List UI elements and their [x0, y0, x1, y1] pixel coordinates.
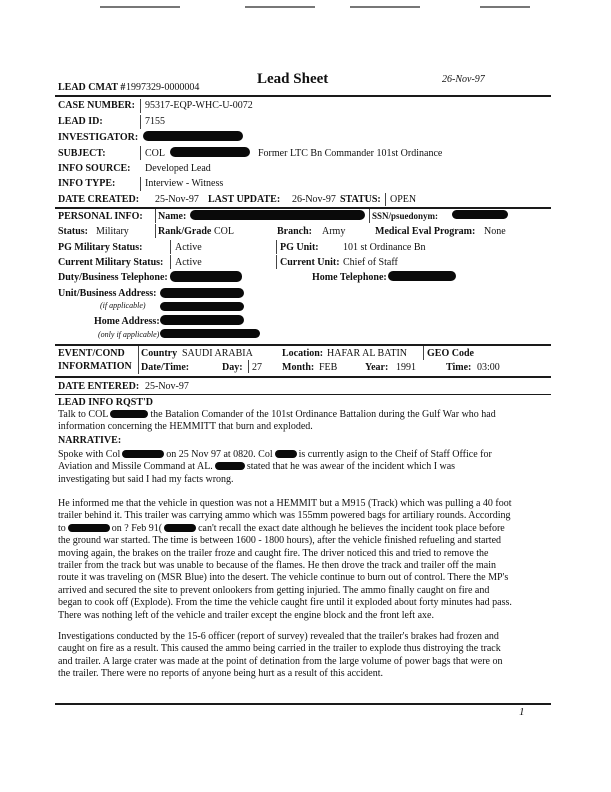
branch-value: Army [322, 226, 346, 237]
scan-artifact-line [350, 6, 420, 8]
redaction-bar [164, 524, 196, 532]
redaction-bar [110, 410, 148, 418]
redaction-bar [215, 462, 245, 470]
event-label-2: INFORMATION [58, 361, 132, 372]
narrative-paragraph-3: Investigations conducted by the 15-6 officer (report of survey) revealed that the trailer's brakes had frozen and caught on fire as a result. This caused the ammo being carried in the trailer to explode thus distroying the track and trailer. A large crater was made at the point of detination from the large volume of power bags that were on the trailer. There were no reports of anyone being hurt as a result of this accident. [58, 631, 503, 680]
home-address-label: Home Address: [94, 316, 160, 327]
subject-prefix: COL [145, 148, 165, 159]
geo-code-label: GEO Code [427, 348, 474, 359]
divider [55, 394, 551, 395]
country-label: Country [141, 348, 178, 359]
field-separator [276, 255, 277, 269]
redaction-bar [170, 271, 242, 282]
status-value: OPEN [390, 194, 417, 205]
redaction-bar [143, 131, 243, 141]
pg-status-value: Active [175, 242, 202, 253]
pg-unit-label: PG Unit: [280, 242, 319, 253]
scan-artifact-line [100, 6, 180, 8]
field-separator [155, 224, 156, 238]
field-separator [140, 99, 141, 113]
redaction-bar [275, 450, 297, 458]
field-separator [170, 240, 171, 254]
month-value: FEB [319, 362, 338, 373]
date-entered-label: DATE ENTERED: [58, 381, 140, 392]
home-phone-label: Home Telephone: [312, 272, 387, 283]
month-label: Month: [282, 362, 315, 373]
case-number-label: CASE NUMBER: [58, 100, 135, 111]
case-number-value: 95317-EQP-WHC-U-0072 [145, 100, 253, 111]
field-separator [138, 346, 139, 374]
pg-unit-value: 101 st Ordinance Bn [343, 242, 426, 253]
personal-status-label: Status: [58, 226, 89, 237]
redaction-bar [160, 329, 260, 338]
redaction-bar [160, 288, 244, 298]
header-date: 26-Nov-97 [442, 74, 485, 85]
footer-divider [55, 703, 551, 705]
field-separator [385, 193, 386, 206]
info-source-label: INFO SOURCE: [58, 163, 131, 174]
field-separator [140, 146, 141, 160]
branch-label: Branch: [277, 226, 312, 237]
page-number: 1 [519, 706, 525, 718]
field-separator [140, 177, 141, 191]
datetime-label: Date/Time: [141, 362, 190, 373]
time-value: 03:00 [477, 362, 500, 373]
year-value: 1991 [396, 362, 416, 373]
field-separator [140, 115, 141, 129]
name-label: Name: [158, 211, 187, 222]
medical-eval-label: Medical Eval Program: [375, 226, 476, 237]
divider [55, 207, 551, 209]
if-applicable-note: (if applicable) [100, 301, 146, 310]
medical-eval-value: None [484, 226, 506, 237]
info-type-value: Interview - Witness [145, 178, 224, 189]
field-separator [170, 255, 171, 269]
field-separator [276, 240, 277, 254]
field-separator [369, 209, 370, 223]
redaction-bar [452, 210, 508, 219]
time-label: Time: [446, 362, 472, 373]
current-unit-label: Current Unit: [280, 257, 340, 268]
divider [55, 344, 551, 346]
pg-status-label: PG Military Status: [58, 242, 143, 253]
date-created-label: DATE CREATED: [58, 194, 140, 205]
subject-label: SUBJECT: [58, 148, 106, 159]
unit-address-label: Unit/Business Address: [58, 288, 157, 299]
redaction-bar [68, 524, 110, 532]
lead-cmat-label: LEAD CMAT # [58, 82, 126, 93]
last-update-label: LAST UPDATE: [208, 194, 281, 205]
narrative-paragraph-1: Spoke with Col on 25 Nov 97 at 0820. Col is currently asign to the Cheif of Staff Office for Aviation and Missile Command at AL. stated that he was awear of the incident which I was investigating but said I had my facts wrong. [58, 449, 492, 485]
redaction-bar [388, 271, 456, 281]
event-label-1: EVENT/COND [58, 348, 125, 359]
divider [55, 95, 551, 97]
field-separator [423, 346, 424, 360]
current-status-value: Active [175, 257, 202, 268]
personal-info-label: PERSONAL INFO: [58, 211, 143, 222]
info-type-label: INFO TYPE: [58, 178, 116, 189]
lead-info-label: LEAD INFO RQST'D [58, 397, 154, 408]
page-title: Lead Sheet [257, 71, 329, 87]
personal-status-value: Military [96, 226, 129, 237]
year-label: Year: [365, 362, 389, 373]
scan-artifact-line [245, 6, 315, 8]
day-value: 27 [252, 362, 262, 373]
location-value: HAFAR AL BATIN [327, 348, 408, 359]
lead-info-text: Talk to COL the Batalion Comander of the 101st Ordinance Battalion during the Gulf War who had information concerning the HEMMITT that burn and exploded. [58, 409, 496, 433]
country-value: SAUDI ARABIA [182, 348, 253, 359]
date-created-value: 25-Nov-97 [155, 194, 199, 205]
location-label: Location: [282, 348, 324, 359]
field-separator [248, 360, 249, 373]
scan-artifact-line [480, 6, 530, 8]
lead-id-value: 7155 [145, 116, 165, 127]
redaction-bar [170, 147, 250, 157]
field-separator [155, 209, 156, 223]
day-label: Day: [222, 362, 243, 373]
lead-id-label: LEAD ID: [58, 116, 103, 127]
duty-phone-label: Duty/Business Telephone: [58, 272, 168, 283]
rank-label: Rank/Grade [158, 226, 212, 237]
divider [55, 376, 551, 378]
investigator-label: INVESTIGATOR: [58, 132, 139, 143]
ssn-label: SSN/psuedonym: [372, 211, 439, 221]
subject-description: Former LTC Bn Commander 101st Ordinance [258, 148, 443, 159]
redaction-bar [190, 210, 365, 220]
info-source-value: Developed Lead [145, 163, 211, 174]
redaction-bar [122, 450, 164, 458]
narrative-label: NARRATIVE: [58, 435, 122, 446]
status-label: STATUS: [340, 194, 381, 205]
only-if-applicable-note: (only if applicable) [98, 330, 160, 339]
date-entered-value: 25-Nov-97 [145, 381, 189, 392]
current-status-label: Current Military Status: [58, 257, 164, 268]
last-update-value: 26-Nov-97 [292, 194, 336, 205]
narrative-paragraph-2: He informed me that the vehicle in question was not a HEMMIT but a M915 (Track) which was pulling a 40 foot trailer behind it. This trailer was carrying ammo which was 155mm powered bags for artiliary rounds. According to on ? Feb 91( can't recall the exact date although he believes the incident took place before the ground war started. The time is between 1600 - 1800 hours), after the vehicle finished refueling and started moving again, the brakes on the trailer froze and caught fire. The driver noticed this and tried to remove the trailer from the track but was unable to because of the flames. He then drove the track and trailer off the main route it was traveling on (MSR Blue) into the desert. The vehicle continue to burn out of control. There the MP's arrived and secured the site to prevent onlookers from getting injuried. The ammo finally caught on fire and began to cook off (Explode). From the time the vehicle caught fire until it exploded about forty minutes had pass. There was nothing left of the vehicle and trailer except the engine block and the front left axe. [58, 498, 512, 621]
redaction-bar [160, 315, 244, 325]
lead-cmat-value: 1997329-0000004 [126, 82, 200, 93]
redaction-bar [160, 302, 244, 311]
rank-value: COL [214, 226, 234, 237]
current-unit-value: Chief of Staff [343, 257, 398, 268]
